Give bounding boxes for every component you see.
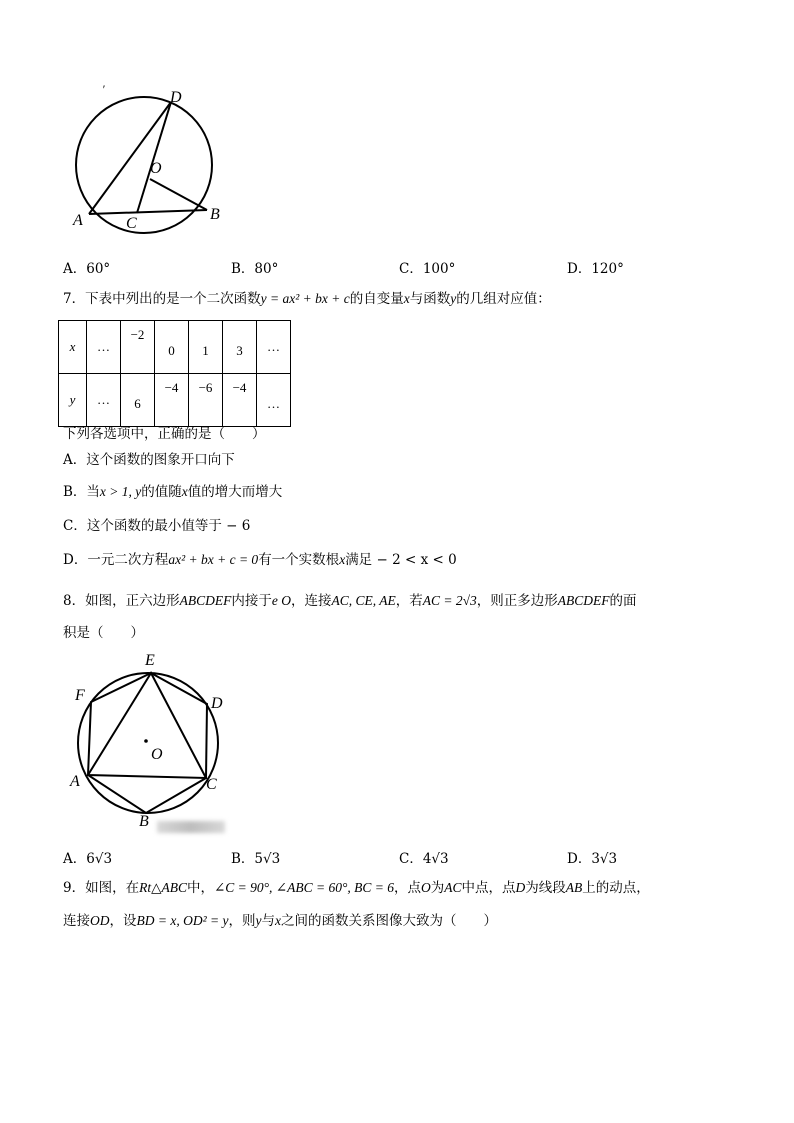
- q8-stem-circle: e O: [271, 593, 291, 608]
- q9-line1-cond: ∠C = 90°, ∠ABC = 60°, BC = 6: [213, 880, 394, 895]
- q8-stem-hex: ABCDEF: [179, 593, 232, 608]
- q6-label-b: B: [210, 206, 220, 223]
- q9-line1-dpt: D: [515, 880, 526, 895]
- q7-value-table: [58, 320, 291, 427]
- q7-prompt: 下列各选项中，正确的是（ ）: [63, 426, 266, 442]
- q7-option-d-formula: ax² + bx + c = 0: [168, 552, 259, 567]
- q8-label-e: E: [145, 652, 155, 669]
- q7-table-row-x: [59, 321, 291, 374]
- q8-label-d: D: [211, 695, 223, 712]
- q8-label-a: A: [70, 773, 80, 790]
- q9-line2-e: 之间的函数关系图像大致为（ ）: [281, 913, 497, 929]
- q9-line1-c: ，点: [394, 880, 421, 896]
- q7-stem-var-x: x: [403, 291, 410, 306]
- q6-segment-cd: [137, 102, 171, 213]
- q6-label-a: A: [73, 212, 83, 229]
- q7-option-d[interactable]: [63, 550, 457, 570]
- q8-option-a[interactable]: A．6√3: [63, 851, 113, 867]
- q6-option-b[interactable]: B．80°: [231, 261, 279, 277]
- q7-stem-mid2: 与函数: [409, 291, 451, 307]
- q7-cell-x-0: x: [59, 321, 87, 374]
- q8-triangle-ace: [88, 673, 206, 778]
- q7-option-d-post2: 满足 − 2 < x < 0: [345, 552, 457, 568]
- q9-line2-b: ，设: [109, 913, 137, 929]
- q8-stem-line2: 积是（ ）: [63, 625, 144, 641]
- q7-cell-y-4: −6: [189, 374, 223, 427]
- q7-option-b[interactable]: [63, 482, 282, 502]
- q6-label-tick: ′: [102, 82, 105, 96]
- q7-stem: [63, 289, 551, 309]
- q8-hexagon: [88, 673, 207, 813]
- q8-stem-c: ，连接: [290, 593, 332, 609]
- q7-cell-y-3: −4: [155, 374, 189, 427]
- q7-option-a[interactable]: A．这个函数的图象开口向下: [63, 452, 235, 468]
- q7-cell-x-2: −2: [121, 321, 155, 374]
- q6-option-c[interactable]: C．100°: [399, 261, 456, 277]
- q6-label-d: D: [170, 89, 182, 106]
- q7-option-b-pre: B．当: [63, 484, 100, 500]
- q6-option-d[interactable]: D．120°: [567, 261, 624, 277]
- q9-line1-f: 为线段: [525, 880, 566, 896]
- q8-label-b: B: [139, 813, 149, 830]
- q8-circle: [78, 673, 218, 813]
- q7-stem-prefix: 7．下表中列出的是一个二次函数: [63, 291, 261, 307]
- q7-option-b-post2: 值的增大而增大: [187, 484, 283, 500]
- q7-cell-x-1: …: [87, 321, 121, 374]
- q7-option-d-var: x: [339, 552, 346, 567]
- q7-cell-x-6: …: [257, 321, 291, 374]
- q8-stem-hex2: ABCDEF: [557, 593, 610, 608]
- q9-line1-e: 中点，点: [461, 880, 516, 896]
- q8-hexagon-figure: [72, 660, 226, 820]
- q7-cell-y-6: …: [257, 374, 291, 427]
- q7-stem-formula: y = ax² + bx + c: [260, 291, 350, 306]
- q7-option-b-formula: x > 1, y: [99, 484, 142, 499]
- q7-option-d-pre: D．一元二次方程: [63, 552, 169, 568]
- q6-label-c: C: [126, 215, 137, 232]
- q6-segment-ad: [89, 102, 171, 214]
- q7-table-row-y: [59, 374, 291, 427]
- q8-stem-segs: AC, CE, AE: [331, 593, 396, 608]
- q9-line2-y: y: [255, 913, 262, 928]
- q8-stem-b: 内接于: [231, 593, 272, 609]
- q7-cell-x-3: 0: [155, 321, 189, 374]
- q9-line2-a: 连接: [63, 913, 90, 929]
- q7-option-b-post: 的值随: [141, 484, 182, 500]
- q8-center-dot: [144, 739, 148, 743]
- q8-stem-a: 8．如图，正六边形: [63, 593, 180, 609]
- q8-stem-cond: AC = 2√3: [422, 593, 477, 608]
- q8-label-o: O: [151, 746, 163, 763]
- q7-option-b-var: x: [181, 484, 188, 499]
- q9-line2-x: x: [275, 913, 281, 928]
- q9-stem-line2: [63, 911, 497, 931]
- q9-line1-b: 中，: [186, 880, 214, 896]
- q6-segment-ob: [150, 179, 207, 210]
- q9-line2-od: OD: [90, 913, 110, 928]
- q9-line2-c: ，则: [228, 913, 256, 929]
- q8-blurred-watermark: [157, 821, 225, 833]
- q8-stem-e: ，则正多边形: [476, 593, 558, 609]
- q8-option-d[interactable]: D．3√3: [567, 851, 618, 867]
- q8-stem-d: ，若: [395, 593, 423, 609]
- q9-line1-ab: AB: [565, 880, 583, 895]
- q7-stem-suffix: 的几组对应值：: [456, 291, 551, 307]
- q9-line1-ac: AC: [444, 880, 462, 895]
- q9-line2-cond: BD = x, OD² = y: [136, 913, 229, 928]
- q7-option-c[interactable]: C．这个函数的最小值等于 − 6: [63, 518, 251, 534]
- q7-cell-x-5: 3: [223, 321, 257, 374]
- q7-cell-y-2: 6: [121, 374, 155, 427]
- q9-line1-o: O: [421, 880, 431, 895]
- q8-stem-f: 的面: [609, 593, 637, 609]
- q7-stem-mid: 的自变量: [349, 291, 404, 307]
- q9-line1-a: 9．如图，在: [63, 880, 140, 896]
- q7-cell-y-5: −4: [223, 374, 257, 427]
- q9-line1-g: 上的动点，: [582, 880, 650, 896]
- q8-stem-line1: [63, 591, 637, 611]
- q7-stem-var-y: y: [450, 291, 457, 306]
- q7-option-d-post: 有一个实数根: [258, 552, 340, 568]
- q7-cell-y-0: y: [59, 374, 87, 427]
- q6-segment-ab: [89, 210, 207, 214]
- q7-cell-y-1: …: [87, 374, 121, 427]
- q8-option-b[interactable]: B．5√3: [231, 851, 281, 867]
- q6-option-a[interactable]: A．60°: [63, 261, 111, 277]
- q8-option-c[interactable]: C．4√3: [399, 851, 449, 867]
- q8-label-f: F: [75, 687, 85, 704]
- q9-stem-line1: [63, 878, 650, 898]
- q9-line1-d: 为: [430, 880, 445, 896]
- q9-line1-tri: Rt△ABC: [139, 880, 187, 895]
- q6-circle-figure: [60, 82, 230, 242]
- q8-label-c: C: [206, 776, 217, 793]
- q7-cell-x-4: 1: [189, 321, 223, 374]
- q9-line2-d: 与: [261, 913, 275, 929]
- q6-label-o: O: [150, 160, 162, 177]
